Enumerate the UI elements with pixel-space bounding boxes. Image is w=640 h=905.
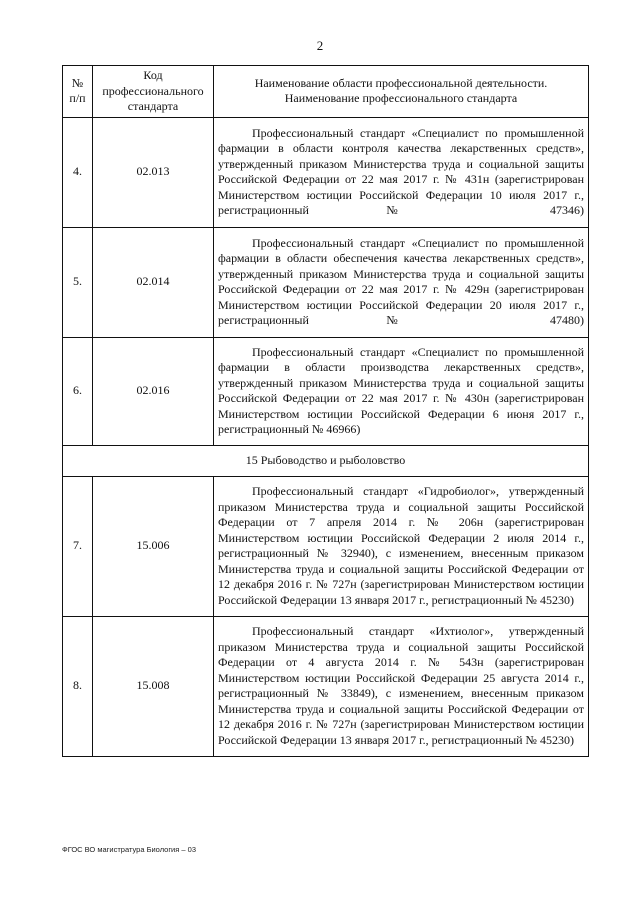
standard-code: 02.013 <box>93 117 214 227</box>
table-row <box>63 337 589 445</box>
standard-code: 02.014 <box>93 227 214 337</box>
header-num: № п/п <box>63 66 93 118</box>
row-number: 5. <box>63 227 93 337</box>
header-name: Наименование области профессиональной деятельности. Наименование профессионального стандарта <box>214 66 589 118</box>
standard-description: Профессиональный стандарт «Гидробиолог», утвержденный приказом Министерства труда и социальной защиты Российской Федерации от 7 апреля 2014 г. № 206н (зарегистрирован Министерством юстиции Российской Федерации 2 июля 2014 г., регистрационный № 32940), с изменением, внесенным приказом Министерства труда и социальной защиты Российской Федерации от 12 декабря 2016 г. № 727н (зарегистрирован Министерством юстиции Российской Федерации 13 января 2017 г., регистрационный № 45230) <box>214 476 589 616</box>
row-number: 4. <box>63 117 93 227</box>
standard-code: 15.006 <box>93 476 214 616</box>
table-row <box>63 476 589 616</box>
table-row <box>63 616 589 756</box>
standards-table <box>62 65 589 757</box>
section-heading: 15 Рыбоводство и рыболовство <box>63 445 589 476</box>
standard-description: Профессиональный стандарт «Специалист по промышленной фармации в области обеспечения качества лекарственных средств», утвержденный приказом Министерства труда и социальной защиты Российской Федерации от 22 мая 2017 г. № 429н (зарегистрирован Министерством юстиции Российской Федерации 20 июля 2017 г., регистрационный № 47480) <box>214 227 589 337</box>
table-row <box>63 227 589 337</box>
standard-description: Профессиональный стандарт «Специалист по промышленной фармации в области производства лекарственных средств», утвержденный приказом Министерства труда и социальной защиты Российской Федерации от 22 мая 2017 г. № 430н (зарегистрирован Министерством юстиции Российской Федерации 6 июня 2017 г., регистрационный № 46966) <box>214 337 589 445</box>
standard-code: 15.008 <box>93 616 214 756</box>
page-number: 2 <box>316 38 324 53</box>
standard-description: Профессиональный стандарт «Ихтиолог», утвержденный приказом Министерства труда и социальной защиты Российской Федерации от 4 августа 2014 г. № 543н (зарегистрирован Министерством юстиции Российской Федерации 25 августа 2014 г., регистрационный № 33849), с изменением, внесенным приказом Министерства труда и социальной защиты Российской Федерации от 12 декабря 2016 г. № 727н (зарегистрирован Министерством юстиции Российской Федерации 13 января 2017 г., регистрационный № 45230) <box>214 616 589 756</box>
row-number: 7. <box>63 476 93 616</box>
document-footer: ФГОС ВО магистратура Биология – 03 <box>62 845 196 854</box>
standard-description: Профессиональный стандарт «Специалист по промышленной фармации в области контроля качества лекарственных средств», утвержденный приказом Министерства труда и социальной защиты Российской Федерации от 22 мая 2017 г. № 431н (зарегистрирован Министерством юстиции Российской Федерации 10 июля 2017 г., регистрационный № 47346) <box>214 117 589 227</box>
row-number: 6. <box>63 337 93 445</box>
table-header-row <box>63 66 589 118</box>
table-row <box>63 117 589 227</box>
header-code: Код профессионального стандарта <box>93 66 214 118</box>
row-number: 8. <box>63 616 93 756</box>
standard-code: 02.016 <box>93 337 214 445</box>
section-row <box>63 445 589 476</box>
